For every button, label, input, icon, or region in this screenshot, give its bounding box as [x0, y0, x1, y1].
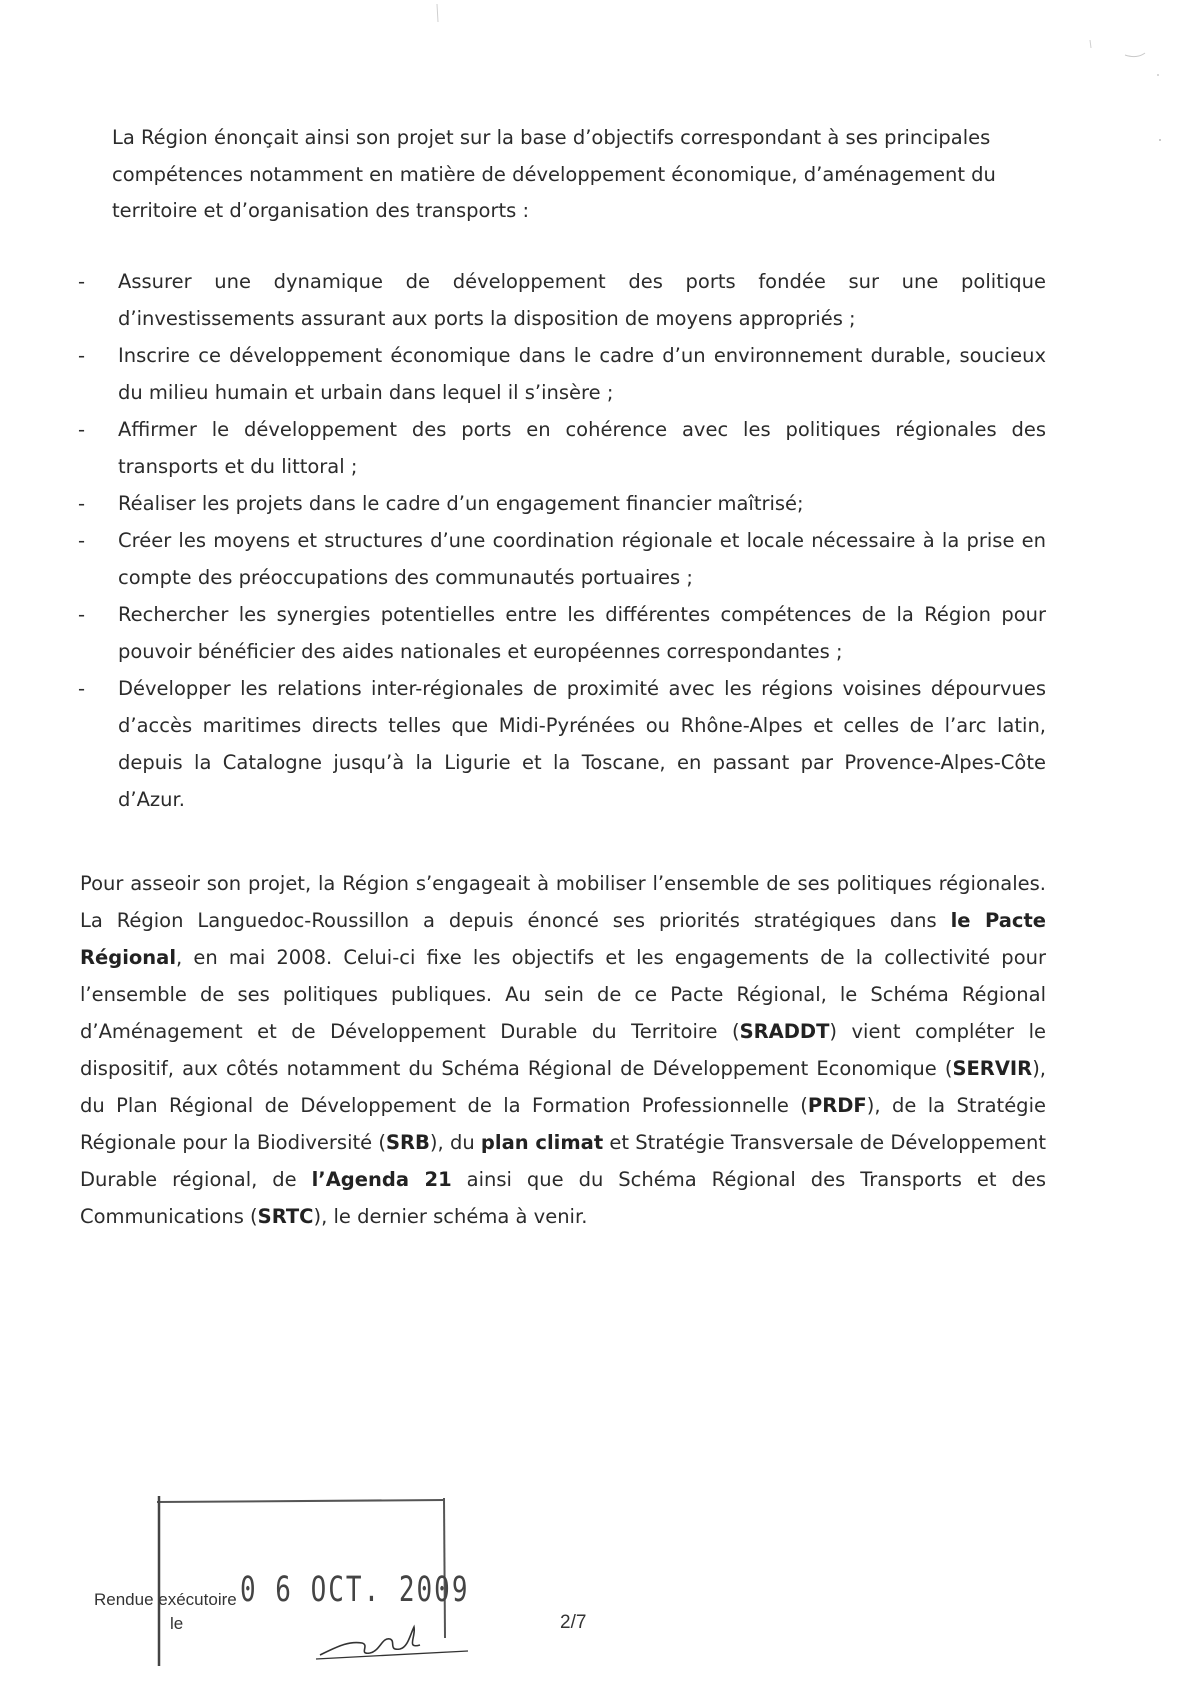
text-run: ), du Plan Régional de Développement de la Formation Professionnelle (: [80, 1057, 1046, 1117]
text-run: ), de la Stratégie Régionale pour la Biodiversité (: [80, 1094, 1046, 1154]
bullet-marker: -: [78, 603, 86, 626]
bullet-marker: -: [78, 677, 86, 700]
strategy-paragraph: [80, 865, 1046, 1235]
text-run: Pour asseoir son projet, la Région s’engageait à mobiliser l’ensemble de ses politiques régionales. La Région Languedoc-Roussillon a depuis énoncé ses priorités stratégiques dans: [80, 872, 1046, 932]
list-item: [78, 485, 1046, 522]
objectives-list: [78, 263, 1046, 818]
text-run: ainsi que du Schéma Régional des Transports et des Communications (: [80, 1168, 1046, 1228]
list-item: [78, 670, 1046, 818]
list-item-text: Rechercher les synergies potentielles entre les différentes compétences de la Région pour pouvoir bénéficier des aides nationales et européennes correspondantes ;: [118, 603, 1046, 663]
bold-term: PRDF: [807, 1094, 867, 1117]
bold-term: SRTC: [257, 1205, 314, 1228]
list-item: [78, 596, 1046, 670]
list-item: [78, 522, 1046, 596]
bullet-marker: -: [78, 492, 86, 515]
list-item: [78, 263, 1046, 337]
bold-term: SRB: [385, 1131, 430, 1154]
page-number: 2/7: [560, 1612, 587, 1633]
bold-term: l’Agenda 21: [311, 1168, 452, 1191]
list-item-text: Créer les moyens et structures d’une coordination régionale et locale nécessaire à la prise en compte des préoccupations des communautés portuaires ;: [118, 529, 1046, 589]
bullet-marker: -: [78, 529, 86, 552]
text-run: ), le dernier schéma à venir.: [313, 1205, 588, 1228]
bold-term: le Pacte Régional: [80, 909, 1046, 969]
text-run: ), du: [429, 1131, 481, 1154]
text-run: et Stratégie Transversale de Développement Durable régional, de: [80, 1131, 1046, 1191]
bullet-marker: -: [78, 270, 86, 293]
text-run: ) vient compléter le dispositif, aux côtés notamment du Schéma Régional de Développement Economique (: [80, 1020, 1046, 1080]
stamp-date: 0 6 OCT. 2009: [240, 1570, 470, 1611]
intro-paragraph: La Région énonçait ainsi son projet sur la base d’objectifs correspondant à ses principales compétences notamment en matière de développement économique, d’aménagement du territoire et d’organisation des transports :: [112, 126, 996, 222]
list-item: [78, 337, 1046, 411]
list-item-text: Affirmer le développement des ports en cohérence avec les politiques régionales des transports et du littoral ;: [118, 418, 1046, 478]
bullet-marker: -: [78, 344, 86, 367]
list-item-text: Développer les relations inter-régionales de proximité avec les régions voisines dépourvues d’accès maritimes directs telles que Midi-Pyrénées ou Rhône-Alpes et celles de l’arc latin, depuis la Catalogne jusqu’à la Ligurie et la Toscane, en passant par Provence-Alpes-Côte d’Azur.: [118, 677, 1046, 811]
text-run: , en mai 2008. Celui-ci fixe les objectifs et les engagements de la collectivité pour l’ensemble de ses politiques publiques. Au sein de ce Pacte Régional, le Schéma Régional d’Aménagement et de Développement Durable du Territoire (: [80, 946, 1046, 1043]
bold-term: plan climat: [480, 1131, 604, 1154]
bold-term: SERVIR: [952, 1057, 1033, 1080]
signature-scribble: [310, 1615, 470, 1665]
list-item: [78, 411, 1046, 485]
stamp-label: Rendue exécutoire: [94, 1590, 237, 1609]
stamp-le: le: [170, 1614, 184, 1633]
bold-term: SRADDT: [739, 1020, 830, 1043]
bullet-marker: -: [78, 418, 86, 441]
list-item-text: Réaliser les projets dans le cadre d’un engagement financier maîtrisé;: [118, 492, 804, 515]
list-item-text: Inscrire ce développement économique dans le cadre d’un environnement durable, soucieux du milieu humain et urbain dans lequel il s’insère ;: [118, 344, 1046, 404]
list-item-text: Assurer une dynamique de développement des ports fondée sur une politique d’investissements assurant aux ports la disposition de moyens appropriés ;: [118, 270, 1046, 330]
